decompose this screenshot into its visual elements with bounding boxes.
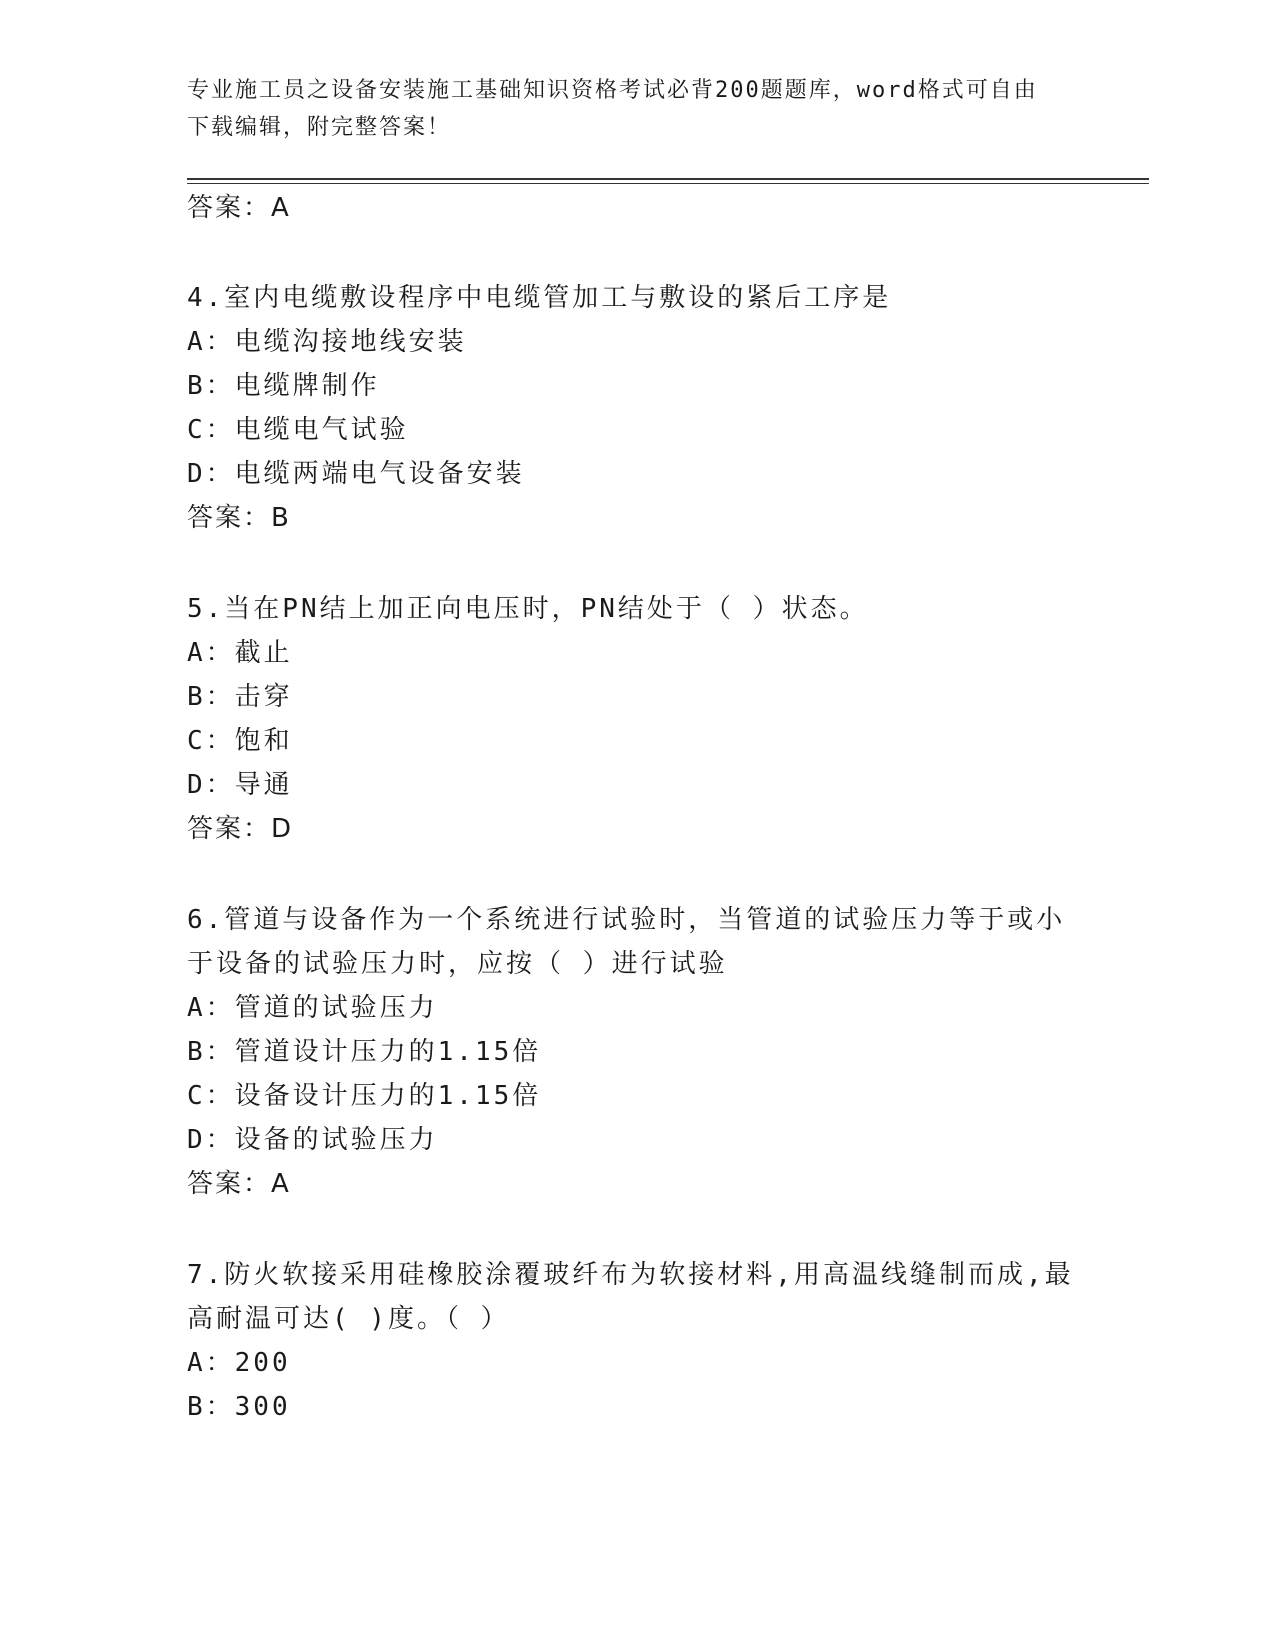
answer-q6: 答案：A	[187, 1169, 291, 1199]
q7-option-b: B：300	[187, 1392, 291, 1422]
question-4: 4.室内电缆敷设程序中电缆管加工与敷设的紧后工序是	[187, 283, 892, 313]
q4-option-d: D：电缆两端电气设备安装	[187, 459, 525, 489]
question-7-line-1: 7.防火软接采用硅橡胶涂覆玻纤布为软接材料,用高温线缝制而成,最	[187, 1260, 1074, 1290]
answer-q3: 答案：A	[187, 193, 291, 223]
q4-option-b: B：电缆牌制作	[187, 371, 380, 401]
q6-option-b: B：管道设计压力的1.15倍	[187, 1037, 542, 1067]
q5-option-c: C：饱和	[187, 726, 293, 756]
q6-option-a: A：管道的试验压力	[187, 993, 438, 1023]
q6-option-c: C：设备设计压力的1.15倍	[187, 1081, 542, 1111]
answer-q5: 答案：D	[187, 814, 294, 844]
q4-option-c: C：电缆电气试验	[187, 415, 409, 445]
document-header	[187, 72, 1067, 146]
header-line-2: 下载编辑，附完整答案！	[187, 115, 452, 140]
question-6-line-1: 6.管道与设备作为一个系统进行试验时，当管道的试验压力等于或小	[187, 905, 1066, 935]
q7-option-a: A：200	[187, 1348, 291, 1378]
q5-option-a: A：截止	[187, 638, 293, 668]
header-divider-thin	[187, 183, 1149, 184]
question-7-line-2: 高耐温可达( )度。（ ）	[187, 1304, 510, 1334]
question-5: 5.当在PN结上加正向电压时，PN结处于（ ）状态。	[187, 594, 869, 624]
answer-q4: 答案：B	[187, 503, 291, 533]
q5-option-d: D：导通	[187, 770, 293, 800]
header-divider-thick	[187, 178, 1149, 180]
header-line-1: 专业施工员之设备安装施工基础知识资格考试必背200题题库，word格式可自由	[187, 78, 1038, 103]
question-6-line-2: 于设备的试验压力时，应按（ ）进行试验	[187, 949, 728, 979]
q4-option-a: A：电缆沟接地线安装	[187, 327, 467, 357]
q5-option-b: B：击穿	[187, 682, 293, 712]
q6-option-d: D：设备的试验压力	[187, 1125, 438, 1155]
